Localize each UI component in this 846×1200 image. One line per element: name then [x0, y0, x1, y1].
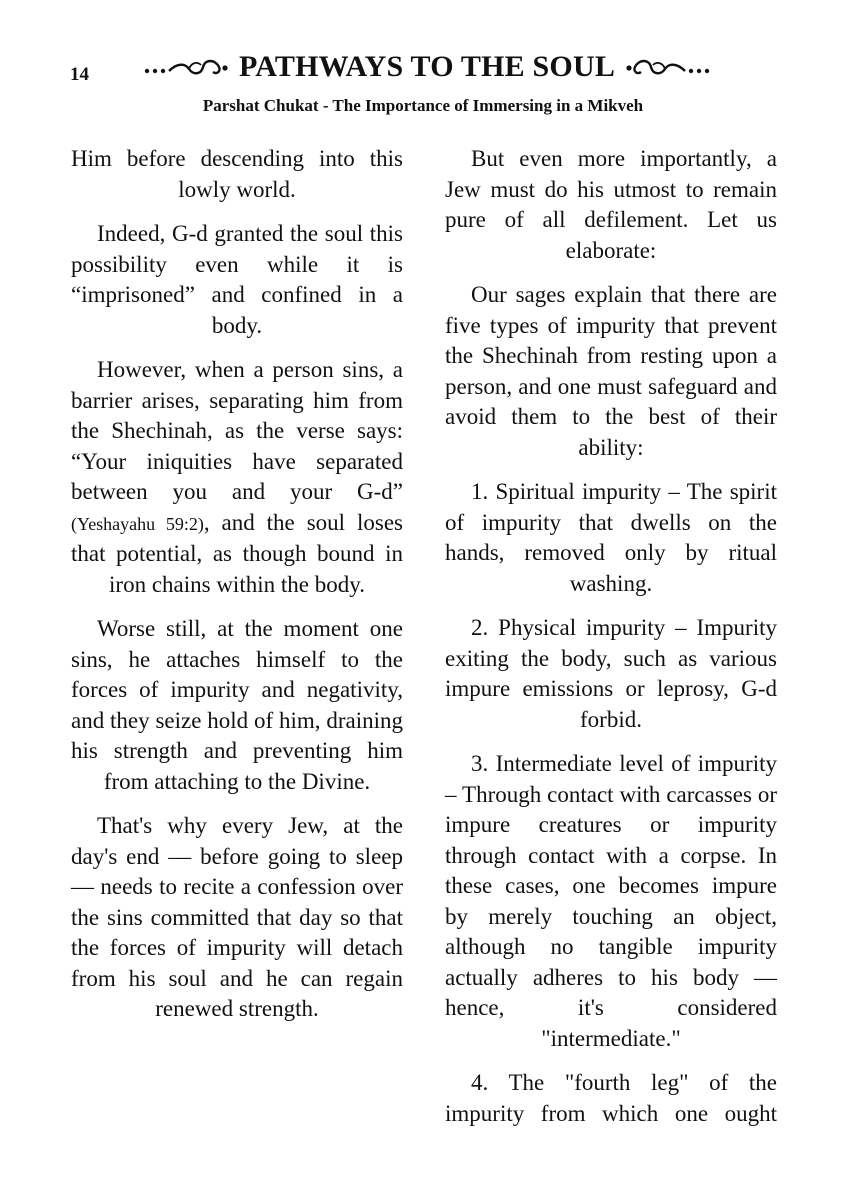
paragraph-text: , and the soul loses that potential, as though bound in iron chains within the body. — [71, 509, 403, 597]
list-item: 2. Physical impurity – Impurity exiting the body, such as various impure emissions or leprosy, G-d forbid. — [445, 615, 777, 732]
paragraph: But even more importantly, a Jew must do his utmost to remain pure of all defilement. Let us elaborate: — [445, 146, 777, 263]
chapter-subtitle: Parshat Chukat - The Importance of Immersing in a Mikveh — [202, 96, 644, 115]
right-column — [445, 144, 777, 1143]
paragraph: Him before descending into this lowly world. — [71, 146, 403, 202]
paragraph: Worse still, at the moment one sins, he attaches himself to the forces of impurity and negativity, and they seize hold of him, draining his strength and preventing him from attaching to the Divine. — [71, 616, 403, 794]
left-ornament-icon — [141, 55, 231, 79]
page-header — [0, 50, 846, 90]
paragraph: Indeed, G-d granted the soul this possibility even while it is “imprisoned” and confined in a body. — [71, 221, 403, 338]
right-ornament-icon — [623, 55, 713, 79]
list-item: 4. The "fourth leg" of the impurity from which one ought — [445, 1070, 777, 1126]
verse-citation: (Yeshayahu 59:2) — [71, 513, 204, 534]
page-number: 14 — [70, 64, 89, 85]
paragraph — [71, 355, 403, 600]
list-item: 1. Spiritual impurity – The spirit of impurity that dwells on the hands, removed only by ritual washing. — [445, 479, 777, 596]
paragraph: Our sages explain that there are five types of impurity that prevent the Shechinah from resting upon a person, and one must safeguard and avoid them to the best of their ability: — [445, 282, 777, 460]
running-title — [132, 50, 722, 84]
list-item: 3. Intermediate level of impurity – Through contact with carcasses or impure creatures or impurity through contact with a corpse. In these cases, one becomes impure by merely touching an object, although no tangible impurity actually adheres to his body — hence, it's considered "intermediate." — [445, 751, 777, 1051]
paragraph: That's why every Jew, at the day's end — before going to sleep — needs to recite a confession over the sins committed that day so that the forces of impurity will detach from his soul and he can regain renewed strength. — [71, 813, 403, 1021]
left-column — [71, 144, 403, 1039]
book-title: PATHWAYS TO THE SOUL — [238, 50, 616, 83]
paragraph-text: However, when a person sins, a barrier arises, separating him from the Shechinah, as the verse says: “Your iniquities have separated between you and your G-d” — [71, 357, 403, 504]
